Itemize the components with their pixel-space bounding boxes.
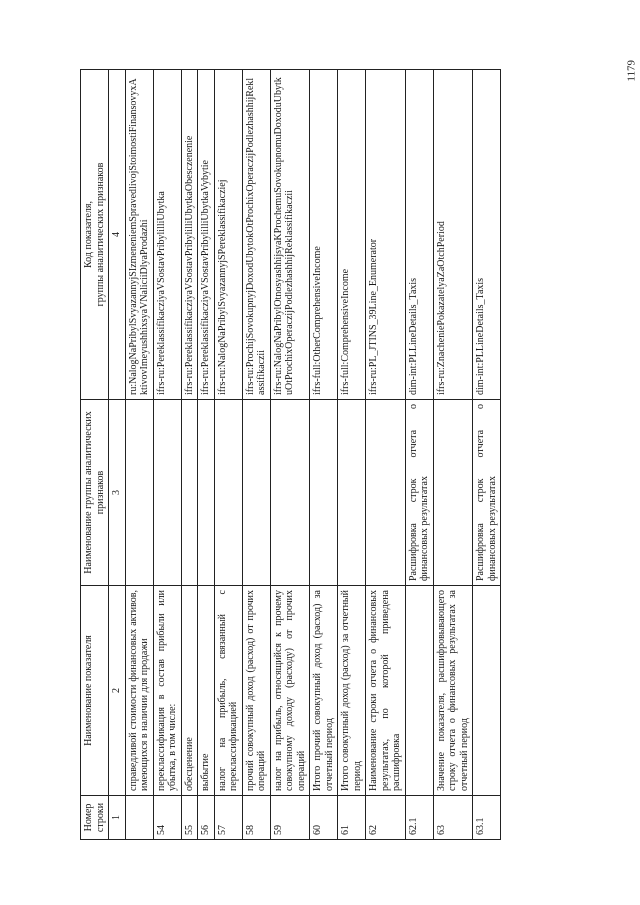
group-name — [242, 400, 270, 586]
indicator-name: Итого прочий совокупный доход (расход) за отчетный период — [310, 586, 338, 796]
indicator-name: Итого совокупный доход (расход) за отчетный период — [338, 586, 366, 796]
indicator-name: налог на прибыль, относящийся к прочему совокупному доходу (расходу) от прочих операций — [270, 586, 310, 796]
indicator-code: ru:NalogNaPribylSvyazannyjSIzmeneniemSpravedlivojStoimostiFinansovyxAktivovImeyushhixsyaVNaliciiDlyaProdazhi — [125, 70, 153, 400]
header-code-line2: группы аналитических признаков — [94, 162, 106, 307]
row-number: 62.1 — [405, 796, 433, 840]
indicator-name: Значение показателя, расшифровывающего строку отчета о финансовых результатах за отчетный период — [433, 586, 473, 796]
row-number: 56 — [198, 796, 215, 840]
column-number: 1 — [109, 796, 126, 840]
column-number-row — [109, 70, 126, 840]
group-name — [270, 400, 310, 586]
indicator-name: прочий совокупный доход (расход) от прочих операций — [242, 586, 270, 796]
column-number: 2 — [109, 586, 126, 796]
group-name — [181, 400, 198, 586]
indicator-code: dim-int:PLLineDetails_Taxis — [473, 70, 501, 400]
indicator-name — [405, 586, 433, 796]
indicator-code: dim-int:PLLineDetails_Taxis — [405, 70, 433, 400]
group-name — [214, 400, 242, 586]
column-number: 3 — [109, 400, 126, 586]
header-indicator-name: Наименование показателя — [81, 586, 109, 796]
indicator-name: Наименование строки отчета о финансовых результатах, по которой приведена расшифровка — [366, 586, 406, 796]
indicator-code: ifrs-ru:ZnacheniePokazatelyaZaOtchPeriod — [433, 70, 473, 400]
table-row — [214, 70, 242, 840]
row-number: 57 — [214, 796, 242, 840]
row-number: 58 — [242, 796, 270, 840]
group-name — [366, 400, 406, 586]
rotated-table-container — [80, 70, 600, 840]
row-number: 63 — [433, 796, 473, 840]
table-row — [153, 70, 181, 840]
indicator-code: ifrs-ru:NalogNaPribylOtnosyashhijsyaKProchemuSovokupnomuDoxoduUbytkuOtProchixOperaczijPodlezhashhijReklassifikaczii — [270, 70, 310, 400]
header-group-name: Наименование группы аналитических признаков — [81, 400, 109, 586]
row-number: 55 — [181, 796, 198, 840]
table-row — [198, 70, 215, 840]
indicator-table — [80, 69, 501, 840]
indicator-name: обесценение — [181, 586, 198, 796]
indicator-name: налог на прибыль, связанный с переклассификацией — [214, 586, 242, 796]
group-name: Расшифровка строк отчета о финансовых результатах — [473, 400, 501, 586]
row-number: 60 — [310, 796, 338, 840]
indicator-name — [473, 586, 501, 796]
group-name: Расшифровка строк отчета о финансовых результатах — [405, 400, 433, 586]
table-row — [405, 70, 433, 840]
table-row — [270, 70, 310, 840]
table-header-row — [81, 70, 109, 840]
row-number: 63.1 — [473, 796, 501, 840]
column-number: 4 — [109, 70, 126, 400]
table-row — [338, 70, 366, 840]
indicator-code: ifrs-full:OtherComprehensiveIncome — [310, 70, 338, 400]
indicator-code: ifrs-ru:PereklassifikacziyaVSostavPribylilliUbytkaVybytie — [198, 70, 215, 400]
indicator-code: ifrs-ru:NalogNaPribylSvyazannyjSPereklassifikacziej — [214, 70, 242, 400]
indicator-code: ifrs-ru:PereklassifikacziyaVSostavPribylilliUbytka — [153, 70, 181, 400]
row-number: 62 — [366, 796, 406, 840]
table-row — [366, 70, 406, 840]
row-number: 54 — [153, 796, 181, 840]
indicator-code: ifrs-ru:PL_JTINS_39Line_Enumerator — [366, 70, 406, 400]
header-indicator-code — [81, 70, 109, 400]
row-number: 61 — [338, 796, 366, 840]
indicator-code: ifrs-ru:ProchijSovokupnyjDoxodUbytokOtProchixOperaczijPodlezhashhijReklassifikaczii — [242, 70, 270, 400]
rotated-table-wrapper — [80, 70, 600, 840]
group-name — [433, 400, 473, 586]
group-name — [338, 400, 366, 586]
indicator-name: справедливой стоимости финансовых активов, имеющихся в наличии для продажи — [125, 586, 153, 796]
header-code-line1: Код показателя, — [83, 201, 94, 268]
group-name — [125, 400, 153, 586]
table-row — [433, 70, 473, 840]
row-number: 59 — [270, 796, 310, 840]
indicator-code: ifrs-full:ComprehensiveIncome — [338, 70, 366, 400]
table-row — [473, 70, 501, 840]
header-row-number: Номер строки — [81, 796, 109, 840]
row-number — [125, 796, 153, 840]
table-row — [310, 70, 338, 840]
indicator-code: ifrs-ru:PereklassifikacziyaVSostavPribylilliUbytkaObesczenenie — [181, 70, 198, 400]
page-number: 1179 — [626, 60, 638, 82]
group-name — [198, 400, 215, 586]
group-name — [310, 400, 338, 586]
table-row — [125, 70, 153, 840]
group-name — [153, 400, 181, 586]
indicator-name: переклассификация в состав прибыли или убытка, в том числе: — [153, 586, 181, 796]
indicator-name: выбытие — [198, 586, 215, 796]
table-row — [242, 70, 270, 840]
table-row — [181, 70, 198, 840]
